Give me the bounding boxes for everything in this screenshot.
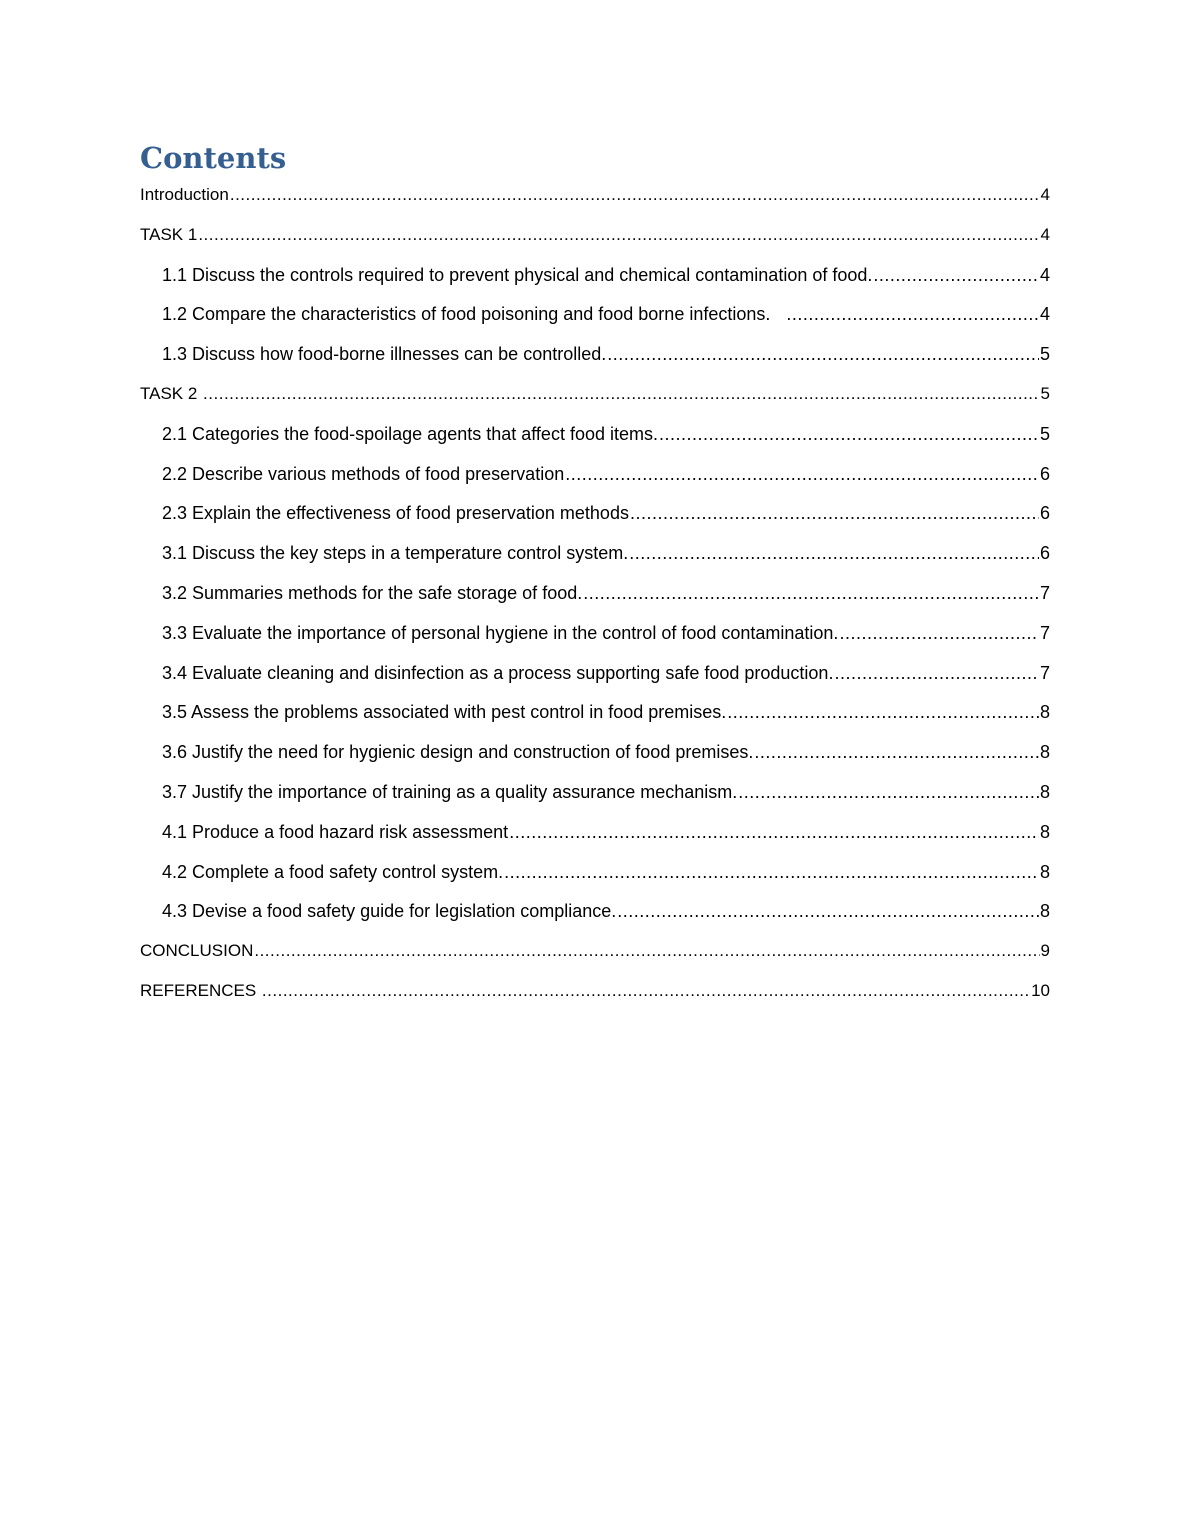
toc-entry[interactable] xyxy=(140,379,1050,419)
toc-entry-title: 4.2 Complete a food safety control system. xyxy=(162,861,504,882)
toc-entry-page-number: 10 xyxy=(1031,980,1050,1000)
toc-entry[interactable] xyxy=(140,538,1050,578)
toc-dot-leader xyxy=(873,260,1039,290)
toc-entry-title: 2.2 Describe various methods of food preservation xyxy=(162,463,565,484)
toc-dot-leader xyxy=(630,498,1039,528)
toc-entry-title: 3.4 Evaluate cleaning and disinfection as a process supporting safe food production. xyxy=(162,662,834,683)
toc-entry-page-number: 8 xyxy=(1039,742,1050,763)
toc-dot-leader xyxy=(509,817,1039,847)
table-of-contents xyxy=(140,180,1050,1016)
toc-entry-page-number: 7 xyxy=(1039,662,1050,683)
toc-entry-title: 1.2 Compare the characteristics of food poisoning and food borne infections. xyxy=(162,304,786,325)
toc-entry-title: 4.1 Produce a food hazard risk assessment xyxy=(162,821,509,842)
toc-entry[interactable] xyxy=(140,618,1050,658)
toc-entry-title: 2.3 Explain the effectiveness of food preservation methods xyxy=(162,503,629,524)
toc-entry[interactable] xyxy=(140,578,1050,618)
toc-entry[interactable] xyxy=(140,339,1050,379)
toc-dot-leader xyxy=(607,339,1039,369)
toc-entry-title: TASK 1 xyxy=(140,224,198,244)
toc-entry[interactable] xyxy=(140,299,1050,339)
toc-entry-title: 3.2 Summaries methods for the safe storage of food. xyxy=(162,582,583,603)
toc-entry[interactable] xyxy=(140,737,1050,777)
toc-dot-leader xyxy=(786,299,1039,329)
toc-entry[interactable] xyxy=(140,419,1050,459)
toc-dot-leader xyxy=(565,459,1039,489)
toc-entry-page-number: 8 xyxy=(1039,781,1050,802)
toc-entry-title: REFERENCES xyxy=(140,980,261,1000)
toc-entry-page-number: 4 xyxy=(1039,264,1050,285)
toc-entry-title: TASK 2 xyxy=(140,383,203,403)
toc-entry[interactable] xyxy=(140,498,1050,538)
toc-entry-page-number: 7 xyxy=(1039,622,1050,643)
toc-entry-title: 3.1 Discuss the key steps in a temperature control system. xyxy=(162,543,629,564)
toc-entry[interactable] xyxy=(140,976,1050,1016)
toc-dot-leader xyxy=(254,936,1039,966)
toc-entry-page-number: 6 xyxy=(1039,543,1050,564)
toc-entry-page-number: 6 xyxy=(1039,503,1050,524)
toc-entry-title: 1.3 Discuss how food-borne illnesses can be controlled. xyxy=(162,344,607,365)
toc-dot-leader xyxy=(198,220,1039,250)
toc-entry-title: 3.3 Evaluate the importance of personal hygiene in the control of food contamination. xyxy=(162,622,839,643)
toc-entry[interactable] xyxy=(140,817,1050,857)
toc-entry-page-number: 4 xyxy=(1039,304,1050,325)
toc-entry[interactable] xyxy=(140,180,1050,220)
toc-entry[interactable] xyxy=(140,857,1050,897)
toc-entry-page-number: 9 xyxy=(1040,941,1050,961)
toc-entry[interactable] xyxy=(140,658,1050,698)
toc-dot-leader xyxy=(834,658,1039,688)
toc-entry-page-number: 4 xyxy=(1040,185,1050,204)
toc-entry-title: 3.5 Assess the problems associated with pest control in food premises. xyxy=(162,702,727,723)
toc-entry-page-number: 8 xyxy=(1039,901,1050,922)
toc-entry-page-number: 6 xyxy=(1039,463,1050,484)
toc-entry[interactable] xyxy=(140,896,1050,936)
toc-dot-leader xyxy=(754,737,1039,767)
toc-entry-title: Introduction xyxy=(140,185,229,204)
toc-entry[interactable] xyxy=(140,459,1050,499)
toc-dot-leader xyxy=(629,538,1039,568)
toc-entry[interactable] xyxy=(140,697,1050,737)
toc-heading: Contents xyxy=(140,141,287,175)
toc-entry-title: 4.3 Devise a food safety guide for legislation compliance. xyxy=(162,901,617,922)
toc-entry-page-number: 8 xyxy=(1039,861,1050,882)
toc-entry-page-number: 7 xyxy=(1039,582,1050,603)
toc-dot-leader xyxy=(738,777,1039,807)
toc-entry-title: CONCLUSION xyxy=(140,941,254,961)
toc-dot-leader xyxy=(617,896,1039,926)
toc-dot-leader xyxy=(659,419,1039,449)
toc-dot-leader xyxy=(230,180,1040,210)
toc-entry-page-number: 5 xyxy=(1039,423,1050,444)
toc-dot-leader xyxy=(583,578,1039,608)
toc-entry[interactable] xyxy=(140,260,1050,300)
toc-entry-page-number: 5 xyxy=(1039,344,1050,365)
toc-entry[interactable] xyxy=(140,936,1050,976)
toc-entry-title: 2.1 Categories the food-spoilage agents that affect food items. xyxy=(162,423,658,444)
toc-entry-page-number: 8 xyxy=(1039,821,1050,842)
toc-entry-title: 3.7 Justify the importance of training as a quality assurance mechanism. xyxy=(162,781,738,802)
toc-entry[interactable] xyxy=(140,777,1050,817)
toc-dot-leader xyxy=(262,976,1030,1006)
toc-entry-page-number: 4 xyxy=(1040,224,1050,244)
toc-entry-page-number: 8 xyxy=(1039,702,1050,723)
toc-dot-leader xyxy=(727,697,1039,727)
toc-dot-leader xyxy=(839,618,1039,648)
toc-entry-page-number: 5 xyxy=(1040,383,1050,403)
toc-dot-leader xyxy=(504,857,1039,887)
toc-entry-title: 3.6 Justify the need for hygienic design and construction of food premises. xyxy=(162,742,754,763)
toc-entry[interactable] xyxy=(140,220,1050,260)
toc-dot-leader xyxy=(203,379,1039,409)
toc-entry-title: 1.1 Discuss the controls required to prevent physical and chemical contamination of food. xyxy=(162,264,873,285)
